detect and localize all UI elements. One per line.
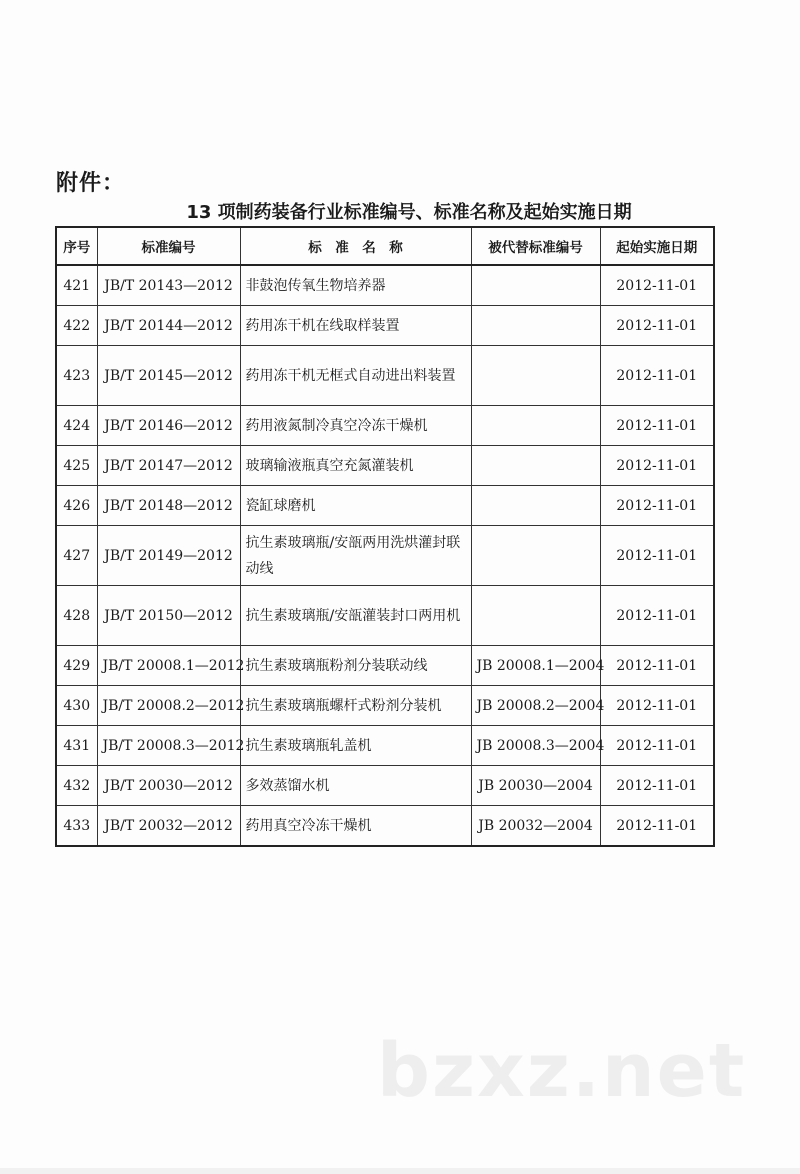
cell-no: 427 bbox=[56, 526, 97, 586]
cell-name: 多效蒸馏水机 bbox=[240, 766, 471, 806]
table-row bbox=[56, 526, 714, 586]
table-row bbox=[56, 766, 714, 806]
cell-no: 431 bbox=[56, 726, 97, 766]
cell-no: 426 bbox=[56, 486, 97, 526]
table-row bbox=[56, 446, 714, 486]
cell-name: 抗生素玻璃瓶/安瓿两用洗烘灌封联动线 bbox=[240, 526, 471, 586]
cell-name: 药用液氮制冷真空冷冻干燥机 bbox=[240, 406, 471, 446]
cell-code: JB/T 20150—2012 bbox=[97, 586, 240, 646]
cell-replaced: JB 20008.2—2004 bbox=[471, 686, 600, 726]
cell-date: 2012-11-01 bbox=[600, 526, 714, 586]
cell-code: JB/T 20144—2012 bbox=[97, 306, 240, 346]
header-date: 起始实施日期 bbox=[600, 227, 714, 265]
cell-replaced bbox=[471, 306, 600, 346]
cell-name: 非鼓泡传氧生物培养器 bbox=[240, 265, 471, 306]
cell-date: 2012-11-01 bbox=[600, 406, 714, 446]
cell-replaced bbox=[471, 486, 600, 526]
cell-replaced bbox=[471, 346, 600, 406]
cell-replaced bbox=[471, 586, 600, 646]
cell-name: 抗生素玻璃瓶轧盖机 bbox=[240, 726, 471, 766]
table-row bbox=[56, 406, 714, 446]
cell-code: JB/T 20032—2012 bbox=[97, 806, 240, 847]
cell-no: 429 bbox=[56, 646, 97, 686]
cell-no: 422 bbox=[56, 306, 97, 346]
cell-date: 2012-11-01 bbox=[600, 265, 714, 306]
cell-code: JB/T 20143—2012 bbox=[97, 265, 240, 306]
cell-date: 2012-11-01 bbox=[600, 646, 714, 686]
cell-name: 抗生素玻璃瓶螺杆式粉剂分装机 bbox=[240, 686, 471, 726]
page-bottom-edge bbox=[0, 1168, 800, 1174]
cell-date: 2012-11-01 bbox=[600, 766, 714, 806]
cell-code: JB/T 20146—2012 bbox=[97, 406, 240, 446]
cell-replaced bbox=[471, 406, 600, 446]
header-code: 标准编号 bbox=[97, 227, 240, 265]
cell-code: JB/T 20030—2012 bbox=[97, 766, 240, 806]
cell-replaced: JB 20032—2004 bbox=[471, 806, 600, 847]
document-title: 13 项制药装备行业标准编号、标准名称及起始实施日期 bbox=[186, 202, 632, 223]
cell-name: 抗生素玻璃瓶粉剂分装联动线 bbox=[240, 646, 471, 686]
cell-date: 2012-11-01 bbox=[600, 686, 714, 726]
standards-table bbox=[55, 226, 715, 847]
table-row bbox=[56, 306, 714, 346]
cell-code: JB/T 20148—2012 bbox=[97, 486, 240, 526]
cell-code: JB/T 20147—2012 bbox=[97, 446, 240, 486]
cell-replaced: JB 20008.1—2004 bbox=[471, 646, 600, 686]
cell-replaced: JB 20030—2004 bbox=[471, 766, 600, 806]
table-row bbox=[56, 586, 714, 646]
cell-code: JB/T 20149—2012 bbox=[97, 526, 240, 586]
cell-no: 425 bbox=[56, 446, 97, 486]
cell-code: JB/T 20008.1—2012 bbox=[97, 646, 240, 686]
cell-code: JB/T 20008.3—2012 bbox=[97, 726, 240, 766]
cell-name: 药用真空冷冻干燥机 bbox=[240, 806, 471, 847]
header-no: 序号 bbox=[56, 227, 97, 265]
cell-no: 428 bbox=[56, 586, 97, 646]
cell-name: 药用冻干机无框式自动进出料装置 bbox=[240, 346, 471, 406]
table-row bbox=[56, 346, 714, 406]
cell-date: 2012-11-01 bbox=[600, 306, 714, 346]
cell-replaced bbox=[471, 446, 600, 486]
cell-no: 421 bbox=[56, 265, 97, 306]
cell-name: 药用冻干机在线取样装置 bbox=[240, 306, 471, 346]
cell-name: 瓷缸球磨机 bbox=[240, 486, 471, 526]
header-replaced: 被代替标准编号 bbox=[471, 227, 600, 265]
cell-date: 2012-11-01 bbox=[600, 586, 714, 646]
cell-code: JB/T 20145—2012 bbox=[97, 346, 240, 406]
attachment-label: 附件： bbox=[56, 171, 126, 196]
cell-replaced: JB 20008.3—2004 bbox=[471, 726, 600, 766]
cell-date: 2012-11-01 bbox=[600, 726, 714, 766]
watermark: bzxz.net bbox=[377, 1028, 747, 1114]
cell-no: 423 bbox=[56, 346, 97, 406]
cell-code: JB/T 20008.2—2012 bbox=[97, 686, 240, 726]
cell-no: 424 bbox=[56, 406, 97, 446]
cell-replaced bbox=[471, 265, 600, 306]
cell-no: 432 bbox=[56, 766, 97, 806]
table-row bbox=[56, 686, 714, 726]
table-row bbox=[56, 265, 714, 306]
header-name: 标 准 名 称 bbox=[240, 227, 471, 265]
cell-date: 2012-11-01 bbox=[600, 446, 714, 486]
cell-replaced bbox=[471, 526, 600, 586]
cell-date: 2012-11-01 bbox=[600, 806, 714, 847]
table-row bbox=[56, 806, 714, 847]
cell-date: 2012-11-01 bbox=[600, 486, 714, 526]
cell-no: 433 bbox=[56, 806, 97, 847]
cell-date: 2012-11-01 bbox=[600, 346, 714, 406]
table-row bbox=[56, 646, 714, 686]
cell-name: 抗生素玻璃瓶/安瓿灌装封口两用机 bbox=[240, 586, 471, 646]
table-header-row bbox=[56, 227, 714, 265]
cell-name: 玻璃输液瓶真空充氮灌装机 bbox=[240, 446, 471, 486]
cell-no: 430 bbox=[56, 686, 97, 726]
table-row bbox=[56, 726, 714, 766]
table-row bbox=[56, 486, 714, 526]
